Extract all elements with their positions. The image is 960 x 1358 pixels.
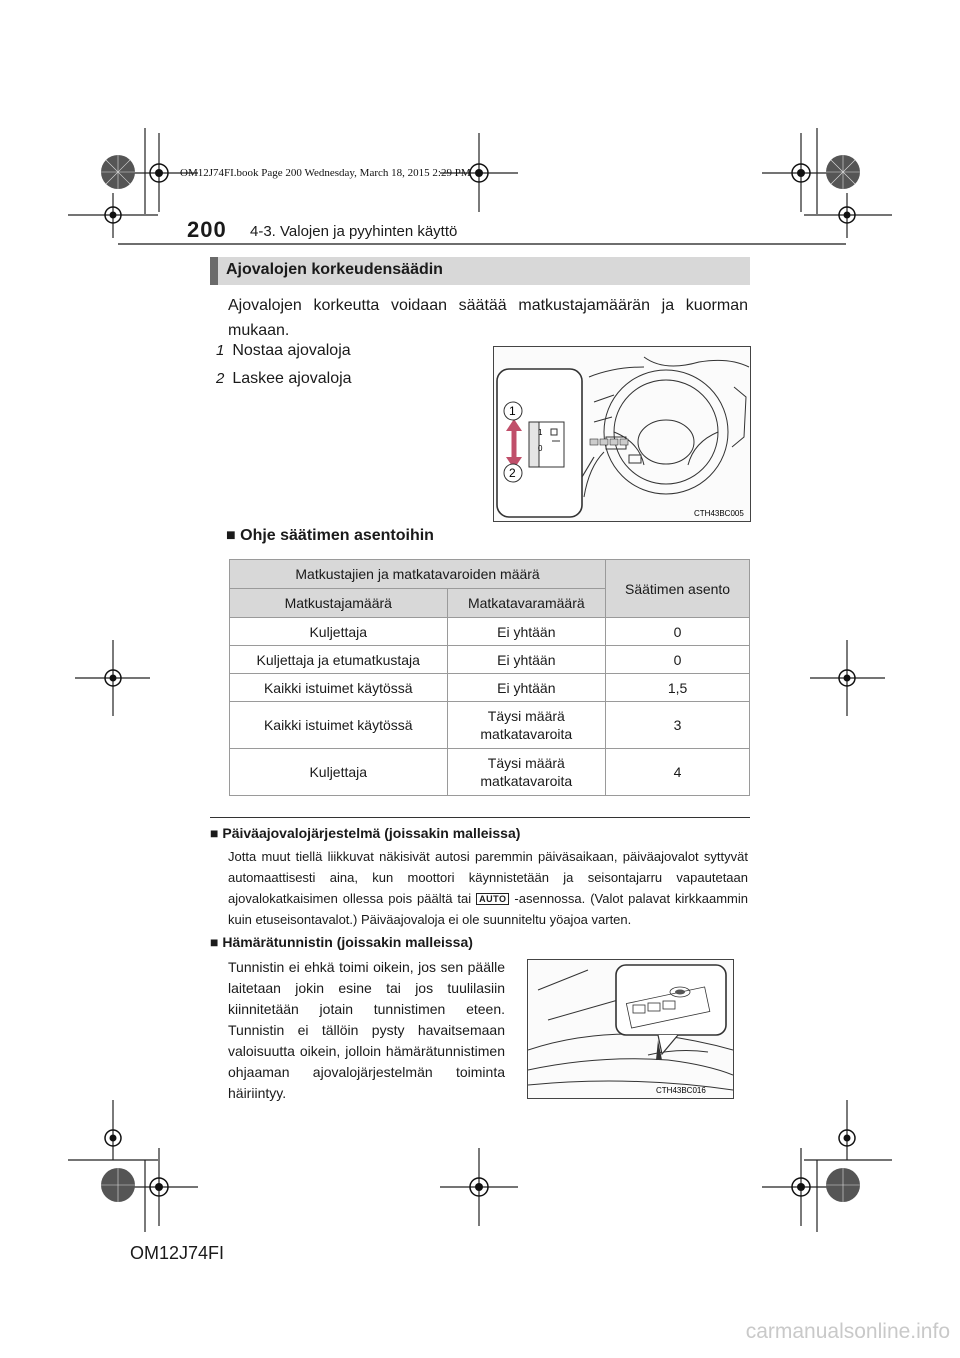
watermark: carmanualsonline.info <box>745 1320 950 1343</box>
table-header-position: Säätimen asento <box>606 560 750 618</box>
title-accent <box>210 257 218 285</box>
square-bullet-icon: ■ <box>210 825 219 841</box>
table-row: Kuljettaja ja etumatkustaja Ei yhtään 0 <box>230 646 750 674</box>
dial-mark-1: 1 <box>538 428 543 437</box>
item-text: Laskee ajovaloja <box>232 370 352 387</box>
book-header: OM12J74FI.book Page 200 Wednesday, March 18, 2015 2:29 PM <box>180 167 471 179</box>
item-number: 2 <box>216 370 225 387</box>
list-item <box>216 342 351 360</box>
position-guide-table <box>229 559 750 796</box>
table-row: Kuljettaja Ei yhtään 0 <box>230 618 750 646</box>
footer-code: OM12J74FI <box>130 1243 225 1263</box>
callout-2: 2 <box>509 466 516 480</box>
table-row: Kaikki istuimet käytössä Täysi määrä matkatavaroita 3 <box>230 702 750 749</box>
callout-1: 1 <box>509 404 516 418</box>
sensor-illustration <box>528 960 733 1098</box>
square-bullet-icon: ■ <box>226 527 236 544</box>
square-bullet-icon: ■ <box>210 934 219 950</box>
table-header-luggage: Matkatavaramäärä <box>447 589 606 618</box>
section-divider <box>210 817 750 818</box>
table-row: Kuljettaja Täysi määrä matkatavaroita 4 <box>230 749 750 796</box>
intro-paragraph: Ajovalojen korkeutta voidaan säätää matkustajamäärän ja kuorman mukaan. <box>228 297 748 339</box>
auto-badge: AUTO <box>476 893 509 905</box>
page-number: 200 <box>187 217 227 242</box>
dashboard-illustration <box>494 347 750 521</box>
dial-mark-0: 0 <box>538 444 543 453</box>
table-row: Kaikki istuimet käytössä Ei yhtään 1,5 <box>230 674 750 702</box>
item-number: 1 <box>216 342 225 359</box>
page-title: Ajovalojen korkeudensäädin <box>226 261 443 278</box>
table-group-header: Matkustajien ja matkatavaroiden määrä <box>230 560 606 589</box>
list-item <box>216 370 352 388</box>
item-text: Nostaa ajovaloja <box>232 342 351 359</box>
note2-heading: ■ Hämärätunnistin (joissakin malleissa) <box>210 934 473 950</box>
header-rule <box>118 243 846 245</box>
guide-heading: ■ Ohje säätimen asentoihin <box>226 527 434 544</box>
figure-light-sensor <box>527 959 734 1099</box>
figure-code: CTH43BC016 <box>656 1086 706 1095</box>
note1-body: Jotta muut tiellä liikkuvat näkisivät autosi paremmin päiväsaikaan, päiväajovalot syttyvät automaattisesti aina, kun moottori käynnistetään ja seisontajarru vapautetaan ajovalokatkaisimen ollessa pois päältä tai AUTO -asennossa. (Valot palavat kirkkaammin kuin etuseisontavalot.) Päiväajovaloja ei ole suunniteltu yöajoa varten. <box>228 849 748 927</box>
figure-code: CTH43BC005 <box>694 509 744 518</box>
figure-headlight-dial <box>493 346 751 522</box>
table-header-passengers: Matkustajamäärä <box>230 589 448 618</box>
section-title: 4-3. Valojen ja pyyhinten käyttö <box>250 223 458 240</box>
page-title-bar <box>210 257 750 285</box>
note1-heading: ■ Päiväajovalojärjestelmä (joissakin malleissa) <box>210 825 521 841</box>
note2-body: Tunnistin ei ehkä toimi oikein, jos sen päälle laitetaan jokin esine tai jos tuulilasiin kiinnitetään jotain tunnistimen eteen. Tunnistin ei tällöin pysty havaitsemaan valoisuutta oikein, jolloin hämärätunnistimen ohjaaman ajovalojärjestelmän toiminta häiriintyy. <box>228 959 505 1101</box>
